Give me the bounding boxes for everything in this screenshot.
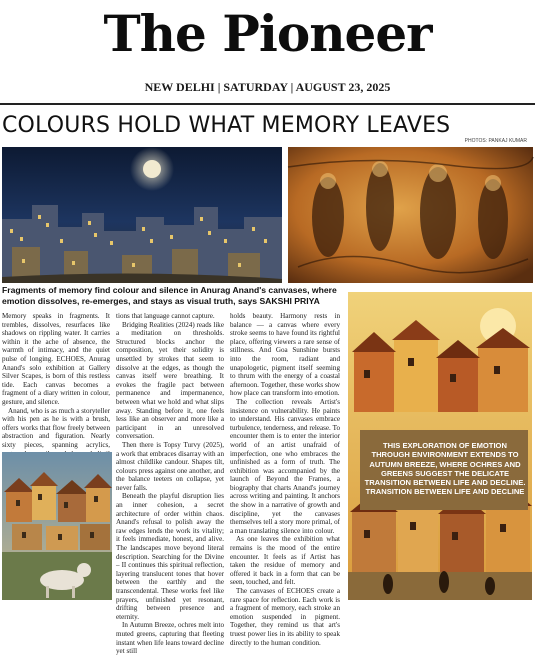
paragraph: In Autumn Breeze, ochres melt into muted greens, capturing that fleeting instant when life leans toward decline yet still <box>116 621 224 656</box>
newspaper-title: The Pioneer <box>103 4 432 63</box>
paragraph: Anand, who is as much a storyteller with his pen as he is with a brush, offers works that flow freely between abstraction and figuration. Nearly sixty pieces, spanning acrylics, <box>2 406 110 449</box>
painting-golden-figures <box>288 147 533 283</box>
paragraph: Beneath the playful disruption lies an inner cohesion, a secret architecture of order within chaos. Anand's refusal to polish away the raw edges lends the work its vitality; it feels immediate, honest, and alive. The landscapes move beyond literal description. Searching for the Divine – II continues this spiritual reflection, layering translucent tones that hover between the earthly and the transcendental. These works feel like prayers, unfinished yet resonant, drifting between presence and eternity. <box>116 492 224 621</box>
text-column-2 <box>116 312 224 656</box>
paragraph: Bridging Realities (2024) reads like a meditation on thresholds. Structured blocks anchor the composition, yet their solidity is unsettled by strokes that seem to dissolve at the edges, as though the canvas itself were breathing. It evokes the fragile pact between permanence and impermanence, between what we hold and what slips away. Standing before it, one feels less like an observer and more like a participant in an unresolved conversation. <box>116 320 224 441</box>
paragraph: Then there is Topsy Turvy (2025), a work that embraces disarray with an almost childlike candour. Shapes tilt, colours press against one another, and the balance teeters on collapse, yet never falls. <box>116 440 224 492</box>
pull-quote: THIS EXPLORATION OF EMOTION THROUGH ENVIRONMENT EXTENDS TO AUTUMN BREEZE, WHERE OCHRES AND GREENS SUGGEST THE DELICATE TRANSITION BETWEEN LIFE AND DECLINE. TRANSITION BETWEEN LIFE AND DECLINE <box>364 441 526 497</box>
paragraph: The canvases of ECHOES create a rare space for reflection. Each work is a fragment of memory, each stroke an emotion suspended in pigment. Together, they remind us that art's truest power lies in its ability to speak directly to the human condition. <box>230 587 340 647</box>
paragraph: As one leaves the exhibition what remains is the mood of the entire encounter. It feels as if Artist has taken the residue of memory and offered it back in a form that can be seen, touched, and felt. <box>230 535 340 587</box>
dateline: NEW DELHI | SATURDAY | AUGUST 23, 2025 <box>144 80 391 94</box>
article-headline: COLOURS HOLD WHAT MEMORY LEAVES <box>2 113 451 138</box>
text-column-3 <box>230 312 340 647</box>
photo-credit: PHOTOS: PANKAJ KUMAR <box>464 138 527 144</box>
paragraph: tions that language cannot capture. <box>116 312 215 320</box>
image-caption <box>2 285 342 307</box>
paragraph: The collection reveals Artist's insistence on vulnerability. He paints to understand. His canvases embrace turbulence, tenderness, and release. To encounter them is to enter the interior world of an artist unafraid of imperfection, one who embraces the unfinished as a form of truth. The exhibition was accompanied by the launch of Beyond the Frames, a biography that charts Anand's journey across writing and painting. It anchors the show in a narrative of growth and discipline, yet the canvases themselves tell a story more primal, of a man translating silence into colour. <box>230 397 340 535</box>
caption-text: Fragments of memory find colour and silence in Anurag Anand's canvases, where emotion dissolves, re-emerges, and stays as visual truth, says <box>2 285 337 306</box>
byline: SAKSHI PRIYA <box>259 296 320 306</box>
paragraph: Memory speaks in fragments. It trembles, dissolves, resurfaces like shadows on rippling water. It carries within it the ache of absence, the warmth of intimacy, and the quiet pulse of longing. ECHOES, Anurag Anand's solo exhibition at Gallery Silver Scapes, is born of this restless tide. Each canvas becomes a fragment of a diary written in colour, gesture, and silence. <box>2 312 110 406</box>
painting-village-goat <box>2 452 112 600</box>
paragraph: holds beauty. Harmony rests in balance — a canvas where every stroke seems to have found its rightful place, offering viewers a rare sense of stillness. And Goa Sunshine bursts into the room, radiant and unapologetic, pigment itself seeming to thrum with the energy of a coastal afternoon. Together, these works show how place can transform into emotion. <box>230 312 340 398</box>
masthead-rule <box>0 103 535 105</box>
masthead <box>0 0 535 108</box>
painting-night-city <box>2 147 282 283</box>
